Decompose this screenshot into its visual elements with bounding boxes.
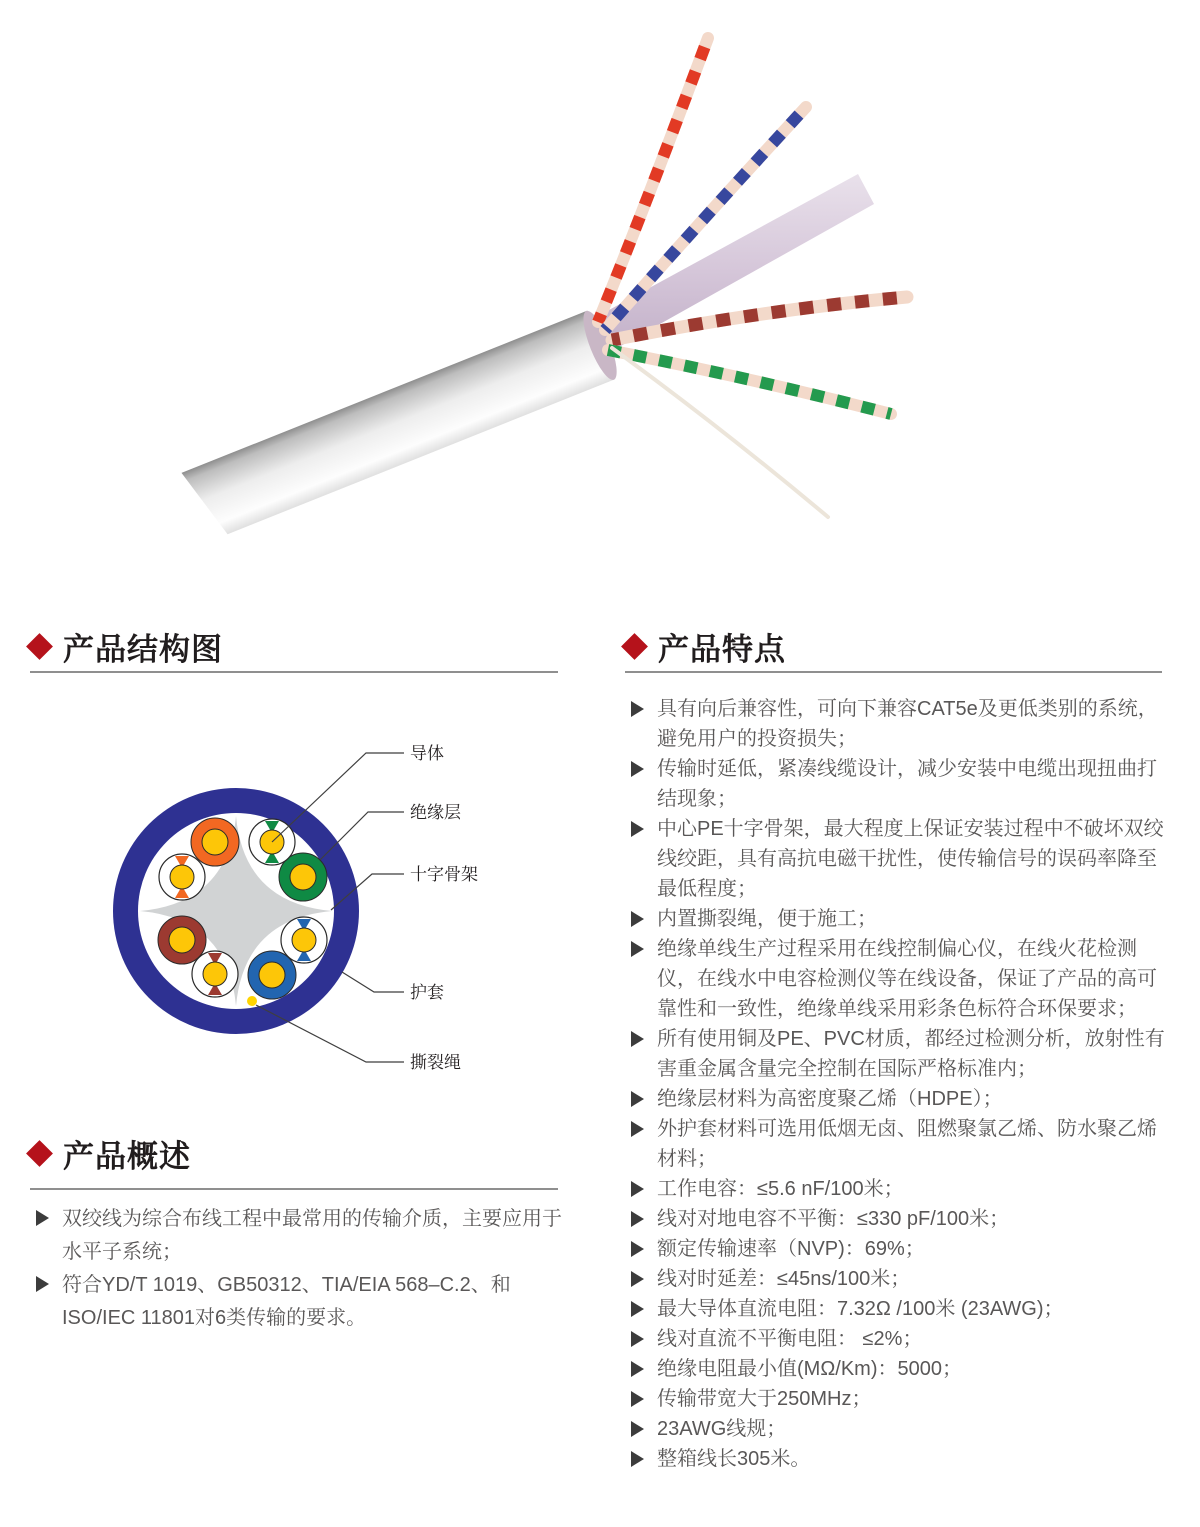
list-item (625, 1024, 1177, 1084)
label-cross-skeleton: 十字骨架 (410, 865, 478, 885)
rip-cord-dot (247, 996, 257, 1006)
section-divider (625, 671, 1162, 673)
list-item (30, 1203, 575, 1269)
bullet-triangle-icon (631, 1301, 644, 1317)
list-item-text: 符合YD/T 1019、GB50312、TIA/EIA 568–C.2、和ISO/IEC 11801对6类传输的要求。 (62, 1274, 511, 1329)
label-insulation: 绝缘层 (410, 803, 461, 823)
bullet-triangle-icon (631, 1421, 644, 1437)
list-item-text: 工作电容：≤5.6 nF/100米； (657, 1178, 904, 1200)
section-divider (30, 671, 558, 673)
bullet-triangle-icon (631, 1121, 644, 1137)
cable-cross-section-diagram (0, 690, 600, 1110)
bullet-triangle-icon (631, 821, 644, 837)
list-item (625, 1384, 1177, 1414)
list-item-text: 内置撕裂绳，便于施工； (657, 908, 877, 930)
bullet-triangle-icon (631, 911, 644, 927)
list-item-text: 具有向后兼容性，可向下兼容CAT5e及更低类别的系统，避免用户的投资损失； (657, 698, 1158, 750)
bullet-triangle-icon (631, 1331, 644, 1347)
list-item-text: 传输带宽大于250MHz； (657, 1388, 872, 1410)
list-item (625, 1264, 1177, 1294)
structure-section-header (30, 624, 223, 669)
list-item-text: 绝缘单线生产过程采用在线控制偏心仪，在线火花检测仪，在线水中电容检测仪等在线设备，保证了产品的高可靠性和一致性，绝缘单线采用彩条色标符合环保要求； (657, 938, 1157, 1020)
bullet-triangle-icon (631, 1181, 644, 1197)
bullet-triangle-icon (36, 1210, 49, 1226)
list-item-text: 绝缘电阻最小值(MΩ/Km)：5000； (657, 1358, 962, 1380)
structure-title: 产品结构图 (63, 632, 223, 667)
bullet-triangle-icon (631, 1391, 644, 1407)
twisted-pair-green-white (608, 350, 891, 414)
section-divider (30, 1188, 558, 1190)
list-item (625, 1174, 1177, 1204)
cross-spline-ribbon (598, 174, 874, 352)
list-item-text: 整箱线长305米。 (657, 1448, 811, 1470)
bullet-triangle-icon (631, 1271, 644, 1287)
list-item-text: 23AWG线规； (657, 1418, 787, 1440)
red-diamond-icon (26, 633, 53, 660)
list-item (625, 1294, 1177, 1324)
overview-list (30, 1203, 575, 1335)
list-item (625, 1414, 1177, 1444)
bullet-triangle-icon (631, 941, 644, 957)
list-item-text: 额定传输速率（NVP)：69%； (657, 1238, 925, 1260)
list-item (625, 1234, 1177, 1264)
list-item (30, 1269, 575, 1335)
list-item-text: 传输时延低，紧凑线缆设计，减少安装中电缆出现扭曲打结现象； (657, 758, 1157, 810)
bullet-triangle-icon (631, 1361, 644, 1377)
list-item (625, 1084, 1177, 1114)
wire-blue (248, 951, 296, 999)
features-list (625, 694, 1177, 1474)
cable-jacket (182, 307, 624, 541)
features-section-header (625, 624, 786, 669)
list-item-text: 最大导体直流电阻：7.32Ω /100米 (23AWG)； (657, 1298, 1064, 1320)
features-title: 产品特点 (658, 632, 786, 667)
bullet-triangle-icon (631, 761, 644, 777)
bullet-triangle-icon (36, 1276, 49, 1292)
list-item-text: 中心PE十字骨架，最大程度上保证安装过程中不破坏双绞线绞距，具有高抗电磁干扰性，使传输信号的误码率降至最低程度； (657, 818, 1164, 900)
list-item-text: 线对直流不平衡电阻： ≤2%； (657, 1328, 923, 1350)
list-item (625, 754, 1177, 814)
bullet-triangle-icon (631, 701, 644, 717)
list-item (625, 1354, 1177, 1384)
list-item (625, 694, 1177, 754)
bullet-triangle-icon (631, 1241, 644, 1257)
wire-white-blue (281, 917, 327, 963)
red-diamond-icon (26, 1140, 53, 1167)
list-item (625, 1204, 1177, 1234)
list-item-text: 双绞线为综合布线工程中最常用的传输介质，主要应用于水平子系统； (62, 1208, 562, 1263)
bullet-triangle-icon (631, 1031, 644, 1047)
label-sheath: 护套 (410, 983, 444, 1003)
list-item (625, 1114, 1177, 1174)
wire-white-brown (192, 951, 238, 997)
list-item (625, 1324, 1177, 1354)
list-item (625, 1444, 1177, 1474)
wire-orange (191, 818, 239, 866)
list-item-text: 所有使用铜及PE、PVC材质，都经过检测分析，放射性有害重金属含量完全控制在国际严格标准内； (657, 1028, 1165, 1080)
list-item-text: 线对对地电容不平衡：≤330 pF/100米； (657, 1208, 1010, 1230)
list-item-text: 线对时延差：≤45ns/100米； (657, 1268, 911, 1290)
cable-photo (0, 0, 1200, 560)
label-rip-cord: 撕裂绳 (410, 1053, 461, 1073)
list-item (625, 934, 1177, 1024)
list-item-text: 外护套材料可选用低烟无卤、阻燃聚氯乙烯、防水聚乙烯材料； (657, 1118, 1157, 1170)
list-item (625, 814, 1177, 904)
list-item (625, 904, 1177, 934)
red-diamond-icon (621, 633, 648, 660)
bullet-triangle-icon (631, 1091, 644, 1107)
bullet-triangle-icon (631, 1451, 644, 1467)
overview-title: 产品概述 (63, 1139, 191, 1174)
wire-brown (158, 916, 206, 964)
list-item-text: 绝缘层材料为高密度聚乙烯（HDPE）； (657, 1088, 1003, 1110)
overview-section-header (30, 1131, 191, 1176)
wire-white-orange (159, 854, 205, 900)
label-conductor: 导体 (410, 744, 444, 764)
bullet-triangle-icon (631, 1211, 644, 1227)
